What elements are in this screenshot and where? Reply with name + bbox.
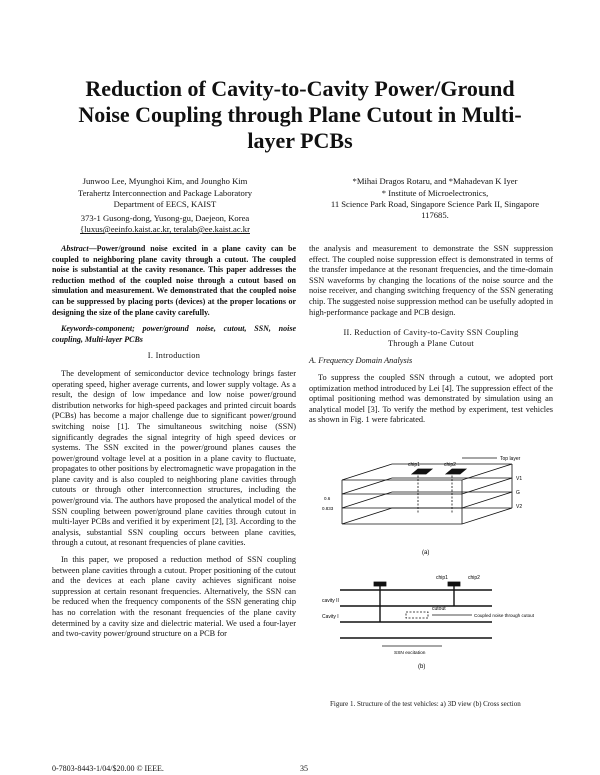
affiliation-line: 117685. bbox=[421, 210, 449, 220]
chip1-block bbox=[374, 582, 386, 586]
figure-3d-view bbox=[342, 458, 512, 524]
paper-title bbox=[40, 76, 560, 154]
paragraph: In this paper, we proposed a reduction method of SSN coupling between plane cavities through a cutout. Proper positioning of the cutout and the devices at each plane cavity achieves significant noise suppression at certain resonant frequencies. Alternatively, the SSN can be reduced when the frequency components of the SSN generating chip has no correlation with the resonant frequencies of the plane cavity determined by a cavity size and dielectric material. We used a four-layer and two-cavity power/ground structure on a PCB for bbox=[52, 555, 296, 639]
footer-copyright: 0-7803-8443-1/04/$20.00 © IEEE. bbox=[52, 764, 164, 773]
label-dim-06: 0.6 bbox=[324, 496, 331, 501]
subsection-heading: A. Frequency Domain Analysis bbox=[309, 356, 413, 366]
cutout-box bbox=[406, 612, 428, 618]
right-column bbox=[309, 244, 553, 432]
abstract bbox=[52, 244, 296, 318]
section-heading: I. Introduction bbox=[147, 351, 201, 361]
affiliation-line: 373-1 Gusong-dong, Yusong-gu, Daejeon, Korea bbox=[80, 213, 250, 223]
abstract-text: —Power/ground noise excited in a plane cavity can be coupled to neighboring plane cavity through a cutout. The coupled noise is substantial at the cavity resonance. This paper addresses the reduction method of the coupled noise through a cutout based on simulation and measurement. We demonstrated that the coupled noise can be suppressed by placing ports (devices) at the proper locations or designing the size of the plane cavity carefully. bbox=[52, 244, 296, 317]
paragraph: The development of semiconductor device technology brings faster operating speed, higher average currents, and lower supply voltage. As a result, the design of low impedance and low noise power/ground distribution networks for high-speed packages and printed circuit boards (PCBs) has become a major challenge due to significant power/ground switching noise [1]. The simultaneous switching noise (SSN) significantly degrades the signal integrity of high speed devices or systems. The SSN excited in the power/ground planes causes the power/ground voltage level at a position in a plane cavity to fluctuate, propagates to other positions by electromagnetic wave propagation in the plane cavity and is also coupled to neighboring plane cavities through cutouts or through other interconnection structures, including the power/ground via. The authors have proposed the analytical model of the SSN coupling between power/ground plane cavities through cutout in multi-layer PCBs and verified it by experiment [2], [3]. According to the analysis, substantial SSN coupling occurs between plane cavities, through a cutout, at resonant frequencies of plane cavities. bbox=[52, 368, 296, 548]
title-line: Noise Coupling through Plane Cutout in Multi- bbox=[78, 102, 522, 127]
label-chip1: chip1 bbox=[408, 462, 420, 468]
author-block-left bbox=[40, 176, 290, 235]
paragraph: the analysis and measurement to demonstrate the SSN suppression effect. The coupled noise suppression effect is demonstrated in terms of the transfer impedance at the resonant frequencies, and the time-domain SSN waveforms by changing the locations of the noise source and the noise receiver, and changing switching frequency of the SSN generating chip. The suggested noise suppression method can be usefully adopted in high-performance package and PCB design. bbox=[309, 244, 553, 317]
chip2-block bbox=[448, 582, 460, 586]
label-g: G bbox=[516, 490, 520, 496]
label-cutout: cutout bbox=[432, 606, 446, 612]
chip2-mark bbox=[446, 469, 466, 474]
email-line[interactable]: {luxus@eeinfo.kaist.ac.kr, teralab@ee.kaist.ac.kr bbox=[80, 224, 250, 234]
affiliation-line: * Institute of Microelectronics, bbox=[381, 188, 489, 198]
label-cavity-ii: cavity II bbox=[322, 598, 339, 604]
authors-right: *Mihai Dragos Rotaru, and *Mahadevan K Iyer bbox=[352, 176, 518, 186]
label-v1: V1 bbox=[516, 476, 523, 482]
left-column bbox=[52, 244, 296, 646]
figure-1 bbox=[322, 450, 552, 700]
layer-v2 bbox=[342, 508, 512, 524]
keywords bbox=[52, 324, 296, 345]
label-chip1-b: chip1 bbox=[436, 575, 448, 581]
label-b: (b) bbox=[418, 664, 426, 670]
abstract-label: Abstract bbox=[61, 244, 89, 253]
label-top-layer: Top layer bbox=[500, 456, 521, 462]
label-chip2: chip2 bbox=[444, 462, 456, 468]
label-ssn: SSN excitation bbox=[394, 651, 426, 656]
paragraph: To suppress the coupled SSN through a cutout, we adopted port optimization method introduced by Lei [4]. The suppression effect of the optimal positioning method was demonstrated by simulation using an analytical model [3]. To verify the method by experiment, test vehicles as shown in Fig. 1 were fabricated. bbox=[309, 372, 553, 425]
label-dim-0833: 0.833 bbox=[322, 506, 334, 511]
label-cavity-i: Cavity I bbox=[322, 614, 339, 620]
title-line: layer PCBs bbox=[247, 128, 353, 153]
keywords-text: ; power/ground noise, cutout, SSN, noise coupling, Multi-layer PCBs bbox=[52, 324, 296, 344]
label-a: (a) bbox=[422, 550, 430, 556]
label-coupled: Coupled noise through cutout bbox=[474, 613, 535, 618]
figure-caption: Figure 1. Structure of the test vehicles: a) 3D view (b) Cross section bbox=[330, 700, 521, 708]
label-v2: V2 bbox=[516, 504, 523, 510]
affiliation-line: Terahertz Interconnection and Package Laboratory bbox=[77, 188, 253, 198]
section-heading: II. Reduction of Cavity-to-Cavity SSN Coupling Through a Plane Cutout bbox=[343, 328, 519, 348]
keywords-label: Keywords-component bbox=[61, 324, 133, 334]
affiliation-line: 11 Science Park Road, Singapore Science Park II, Singapore bbox=[330, 199, 540, 209]
affiliation-line: Department of EECS, KAIST bbox=[113, 199, 217, 209]
chip1-mark bbox=[412, 469, 432, 474]
label-chip2-b: chip2 bbox=[468, 575, 480, 581]
title-line: Reduction of Cavity-to-Cavity Power/Ground bbox=[85, 76, 515, 101]
authors-left: Junwoo Lee, Myunghoi Kim, and Joungho Kim bbox=[82, 176, 248, 186]
footer-page-number: 35 bbox=[300, 764, 308, 773]
figure-cross-section bbox=[340, 582, 492, 646]
author-block-right bbox=[305, 176, 565, 221]
